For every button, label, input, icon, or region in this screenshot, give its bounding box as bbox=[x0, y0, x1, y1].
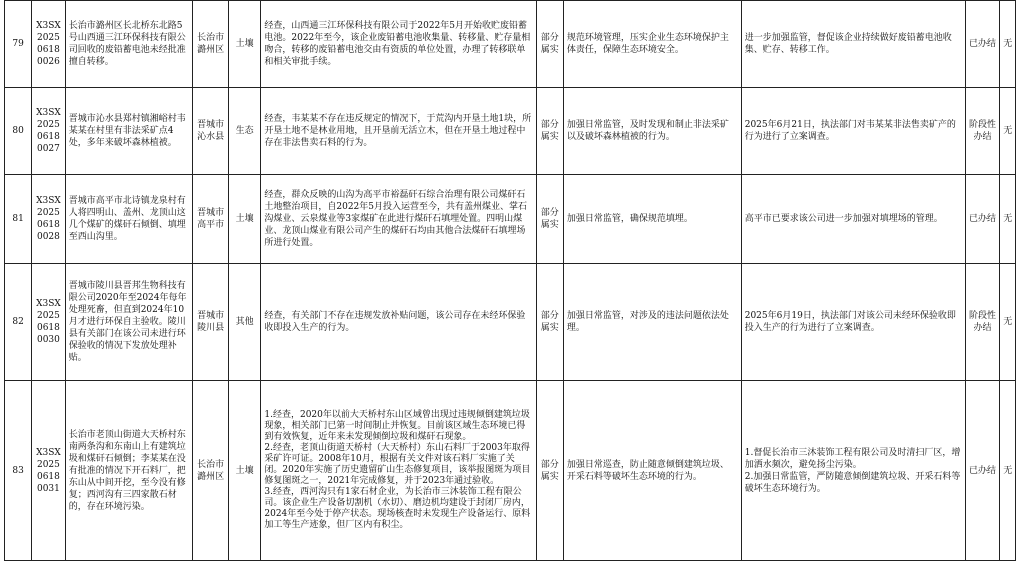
table-row bbox=[5, 88, 1016, 175]
investigation-findings bbox=[261, 175, 536, 264]
status-cell: 阶段性办结 bbox=[965, 264, 1000, 381]
pollution-type: 土壤 bbox=[228, 1, 260, 88]
remark-cell: 无 bbox=[1000, 175, 1016, 264]
findings-paragraph: 1.经查，2020年以前大天桥村东山区域曾出现过违规倾倒建筑垃圾现象，相关部门已第一时间制止并恢复。目前该区域生态环境已得到有效恢复，近年来未发现倾倒垃圾和煤矸石现象。 bbox=[264, 410, 530, 442]
row-number: 79 bbox=[5, 1, 32, 88]
verdict-cell: 部分属实 bbox=[536, 264, 563, 381]
remark-cell: 无 bbox=[1000, 1, 1016, 88]
rectification-measures: 加强日常监管，及时发现和制止非法采矿以及破坏森林植被的行为。 bbox=[563, 88, 741, 175]
status-cell: 已办结 bbox=[965, 1, 1000, 88]
row-number: 81 bbox=[5, 175, 32, 264]
row-number: 80 bbox=[5, 88, 32, 175]
rectification-measures: 规范环境管理，压实企业生态环境保护主体责任，保障生态环境安全。 bbox=[563, 1, 741, 88]
complaint-content: 长治市老顶山街道大天桥村东南两条沟和东南山上有建筑垃圾和煤矸石倾倒；李某某在没有批准的情况下开石料厂，把东山从中间开挖，至今没有修复；西河沟有三四家散石材的，存在环境污染。 bbox=[65, 381, 193, 561]
complaint-table bbox=[4, 0, 1016, 561]
table-row bbox=[5, 264, 1016, 381]
pollution-type: 生态 bbox=[228, 88, 260, 175]
pollution-type: 土壤 bbox=[228, 381, 260, 561]
result-paragraph: 高平市已要求该公司进一步加强对填埋场的管理。 bbox=[744, 214, 943, 224]
result-paragraph: 2025年6月19日，执法部门对该公司未经环保验收即投入生产的行为进行了立案调查。 bbox=[744, 311, 956, 333]
remark-cell: 无 bbox=[1000, 88, 1016, 175]
handling-result bbox=[741, 381, 965, 561]
complaint-content: 晋城市高平市北诗镇龙泉村有人将四明山、盖州、龙顶山这几个煤矿的煤矸石倾倒、填埋至西山沟里。 bbox=[65, 175, 193, 264]
table-row bbox=[5, 1, 1016, 88]
remark-cell: 无 bbox=[1000, 264, 1016, 381]
complaint-content: 晋城市陵川县晋邦生物科技有限公司2020年至2024年每年处理死畜，但直到2024年10月才进行环保自主验收。陵川县有关部门在该公司未进行环保验收的情况下发放处理补贴。 bbox=[65, 264, 193, 381]
complaint-content: 长治市潞州区长北桥东北路5号山西通三江环保科技有限公司回收的废铅蓄电池未经批准擅自转移。 bbox=[65, 1, 193, 88]
result-paragraph: 2025年6月21日，执法部门对韦某某非法售卖矿产的行为进行了立案调查。 bbox=[744, 120, 956, 142]
region-cell: 长治市潞州区 bbox=[193, 381, 229, 561]
findings-paragraph: 2.经查，老顶山街道天桥村（大天桥村）东山石料厂于2003年取得采矿许可证。2008年10月，根据有关文件对该石料厂实施了关闭。2020年实施了历史遗留矿山生态修复项目，该举报图斑为项目修复图斑之一，2021年完成修复，并于2023年通过验收。 bbox=[264, 443, 531, 486]
case-code: X3SX202506180028 bbox=[32, 175, 65, 264]
table-row bbox=[5, 381, 1016, 561]
status-cell: 已办结 bbox=[965, 381, 1000, 561]
verdict-cell: 部分属实 bbox=[536, 381, 563, 561]
investigation-findings bbox=[261, 264, 536, 381]
table-row bbox=[5, 175, 1016, 264]
verdict-cell: 部分属实 bbox=[536, 88, 563, 175]
status-cell: 已办结 bbox=[965, 175, 1000, 264]
findings-paragraph: 经查，群众反映的山沟为高平市裕磊矸石综合治理有限公司煤矸石土地整治项目，自2022年5月投入运营至今，共有盖州煤业、掌石沟煤业、云泉煤业等3家煤矿在此进行煤矸石填埋处置。四明山煤业、龙顶山煤业有限公司产生的煤矸石均由其他合法煤矸石填埋场所进行处置。 bbox=[264, 190, 528, 248]
result-paragraph: 1.督促长治市三沐装饰工程有限公司及时清扫厂区，增加洒水频次，避免扬尘污染。 bbox=[744, 447, 961, 470]
status-cell: 阶段性办结 bbox=[965, 88, 1000, 175]
rectification-measures: 加强日常监管，确保规范填埋。 bbox=[563, 175, 741, 264]
findings-paragraph: 经查，有关部门不存在违规发放补贴问题，该公司存在未经环保验收即投入生产的行为。 bbox=[264, 311, 526, 333]
findings-paragraph: 3.经查，西河沟只有1家石材企业，为长治市三沐装饰工程有限公司。该企业生产设备切割机（水切）、磨边机均建设于封闭厂房内，2024年至今处于停产状态。现场核查时未发现生产设备运行、原料加工等生产迹象，但厂区内有积尘。 bbox=[264, 487, 531, 530]
verdict-cell: 部分属实 bbox=[536, 175, 563, 264]
findings-paragraph: 经查，韦某某不存在违反规定的情况下，于荒沟内开垦土地1块，所开垦土地不是林业用地，且开垦前无活立木，但在开垦土地过程中存在非法售卖石料的行为。 bbox=[264, 114, 532, 148]
handling-result bbox=[741, 175, 965, 264]
investigation-findings bbox=[261, 88, 536, 175]
region-cell: 晋城市沁水县 bbox=[193, 88, 229, 175]
region-cell: 长治市潞州区 bbox=[193, 1, 229, 88]
investigation-findings bbox=[261, 1, 536, 88]
case-code: X3SX202506180026 bbox=[32, 1, 65, 88]
handling-result bbox=[741, 264, 965, 381]
row-number: 82 bbox=[5, 264, 32, 381]
pollution-type: 其他 bbox=[228, 264, 260, 381]
handling-result bbox=[741, 1, 965, 88]
region-cell: 晋城市高平市 bbox=[193, 175, 229, 264]
result-paragraph: 进一步加强监管，督促该企业持续做好废铅蓄电池收集、贮存、转移工作。 bbox=[744, 33, 952, 55]
case-code: X3SX202506180030 bbox=[32, 264, 65, 381]
case-code: X3SX202506180031 bbox=[32, 381, 65, 561]
region-cell: 晋城市陵川县 bbox=[193, 264, 229, 381]
investigation-findings bbox=[261, 381, 536, 561]
rectification-measures: 加强日常巡查，防止随意倾倒建筑垃圾、开采石料等破坏生态环境的行为。 bbox=[563, 381, 741, 561]
findings-paragraph: 经查，山西通三江环保科技有限公司于2022年5月开始收贮废铅蓄电池。2022年至今，该企业废铅蓄电池收集量、转移量、贮存量相吻合，转移的废铅蓄电池交由有资质的单位处置，办理了转移联单和相关审批手续。 bbox=[264, 21, 531, 67]
remark-cell: 无 bbox=[1000, 381, 1016, 561]
rectification-measures: 加强日常监管，对涉及的违法问题依法处理。 bbox=[563, 264, 741, 381]
verdict-cell: 部分属实 bbox=[536, 1, 563, 88]
pollution-type: 土壤 bbox=[228, 175, 260, 264]
handling-result bbox=[741, 88, 965, 175]
case-code: X3SX202506180027 bbox=[32, 88, 65, 175]
result-paragraph: 2.加强日常监管，严防随意倾倒建筑垃圾、开采石料等破坏生态环境行为。 bbox=[744, 471, 961, 494]
complaint-content: 晋城市沁水县郑村镇湘峪村韦某某在村里有非法采矿点4处，多年来破坏森林植被。 bbox=[65, 88, 193, 175]
row-number: 83 bbox=[5, 381, 32, 561]
